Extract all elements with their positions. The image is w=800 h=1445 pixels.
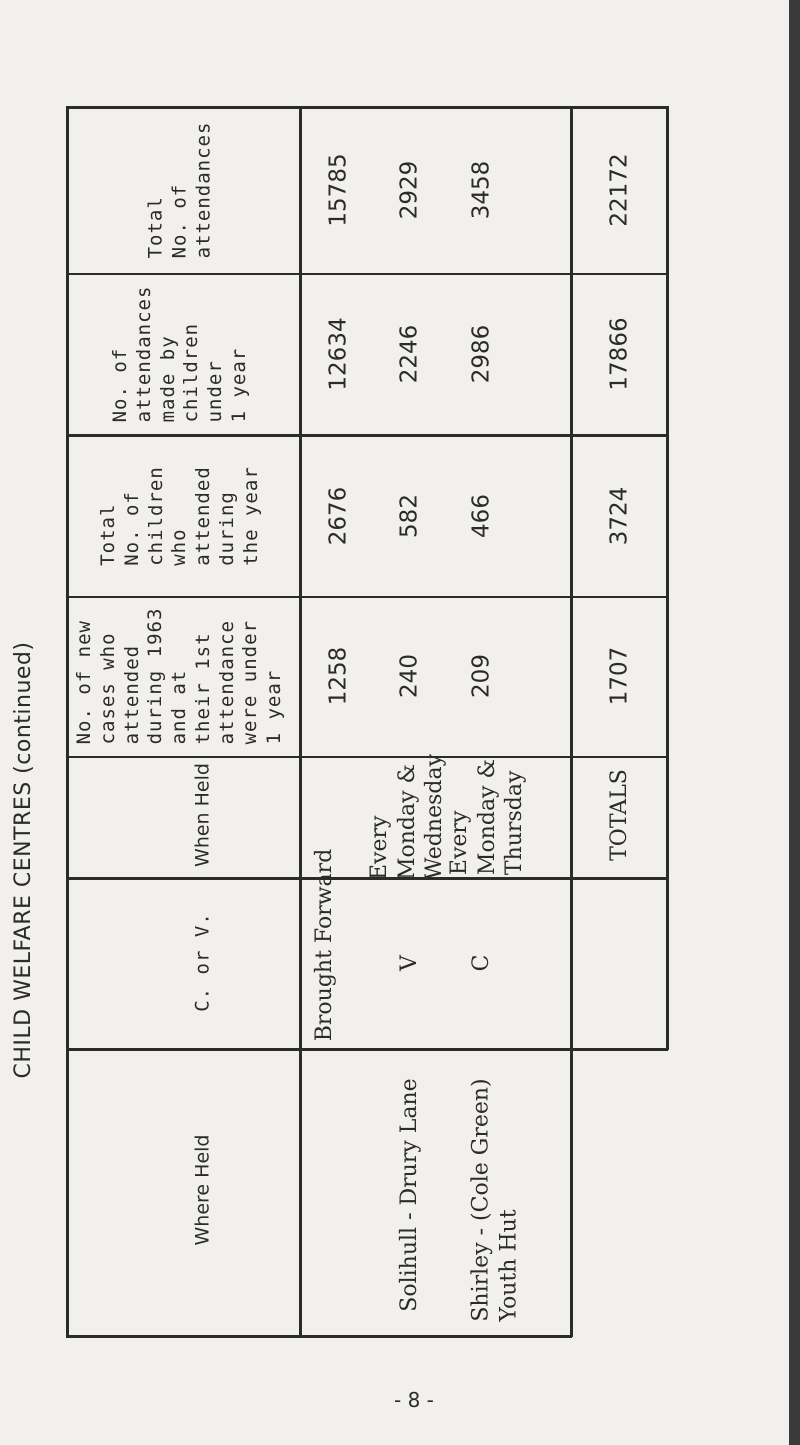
table-border-bottom <box>66 1335 572 1338</box>
header-c-or-v: C. or V. <box>191 912 214 1012</box>
totals-label: TOTALS <box>607 769 632 861</box>
row-shirley-where: Shirley - (Cole Green) Youth Hut <box>468 1078 521 1322</box>
totals-total-children: 3724 <box>606 486 633 546</box>
totals-new-cases: 1707 <box>606 646 633 706</box>
header-divider <box>299 106 302 1337</box>
totals-divider <box>570 106 573 1337</box>
brought-forward-label: Brought Forward <box>312 848 337 1042</box>
row-solihull-total-children: 582 <box>396 494 423 538</box>
row-shirley-new-cases: 209 <box>468 654 495 698</box>
row-shirley-total-children: 466 <box>468 494 495 538</box>
header-total-attendances: Total No. of attendances <box>144 121 214 259</box>
brought-forward-new-cases: 1258 <box>325 646 352 706</box>
row-shirley-when: Every Monday & Thursday <box>446 758 527 876</box>
column-divider <box>66 1048 668 1051</box>
row-solihull-total-attendances: 2929 <box>396 160 423 220</box>
table-border-right <box>666 106 669 1050</box>
row-shirley-under-one: 2986 <box>468 324 495 384</box>
page-edge <box>789 0 800 1445</box>
row-solihull-under-one: 2246 <box>396 324 423 384</box>
row-shirley-cv: C <box>469 954 494 972</box>
row-solihull-where: Solihull - Drury Lane <box>397 1078 422 1312</box>
header-under-one: No. of attendances made by children under 1 year <box>108 285 250 423</box>
header-new-cases: No. of new cases who attended during 1963 and at their 1st attendance were under 1 year <box>73 607 286 745</box>
table-border-left <box>66 106 69 1337</box>
column-divider <box>66 596 668 598</box>
column-divider <box>66 434 668 437</box>
totals-total-attendances: 22172 <box>606 153 633 227</box>
brought-forward-under-one: 12634 <box>325 317 352 391</box>
page-number: - 8 - <box>394 1388 434 1412</box>
brought-forward-total-children: 2676 <box>325 486 352 546</box>
brought-forward-total-attendances: 15785 <box>325 153 352 227</box>
header-total-children: Total No. of children who attended during the year <box>96 466 262 566</box>
page-title: CHILD WELFARE CENTRES (continued) <box>11 641 36 1079</box>
row-solihull-new-cases: 240 <box>396 654 423 698</box>
row-solihull-when: Every Monday & Wednesday <box>366 753 447 881</box>
column-divider <box>66 273 668 275</box>
row-shirley-total-attendances: 3458 <box>468 160 495 220</box>
totals-under-one: 17866 <box>606 317 633 391</box>
header-when-held: When Held <box>191 763 214 867</box>
header-where-held: Where Held <box>191 1134 214 1246</box>
table-border-top <box>66 106 668 109</box>
row-solihull-cv: V <box>397 955 422 971</box>
